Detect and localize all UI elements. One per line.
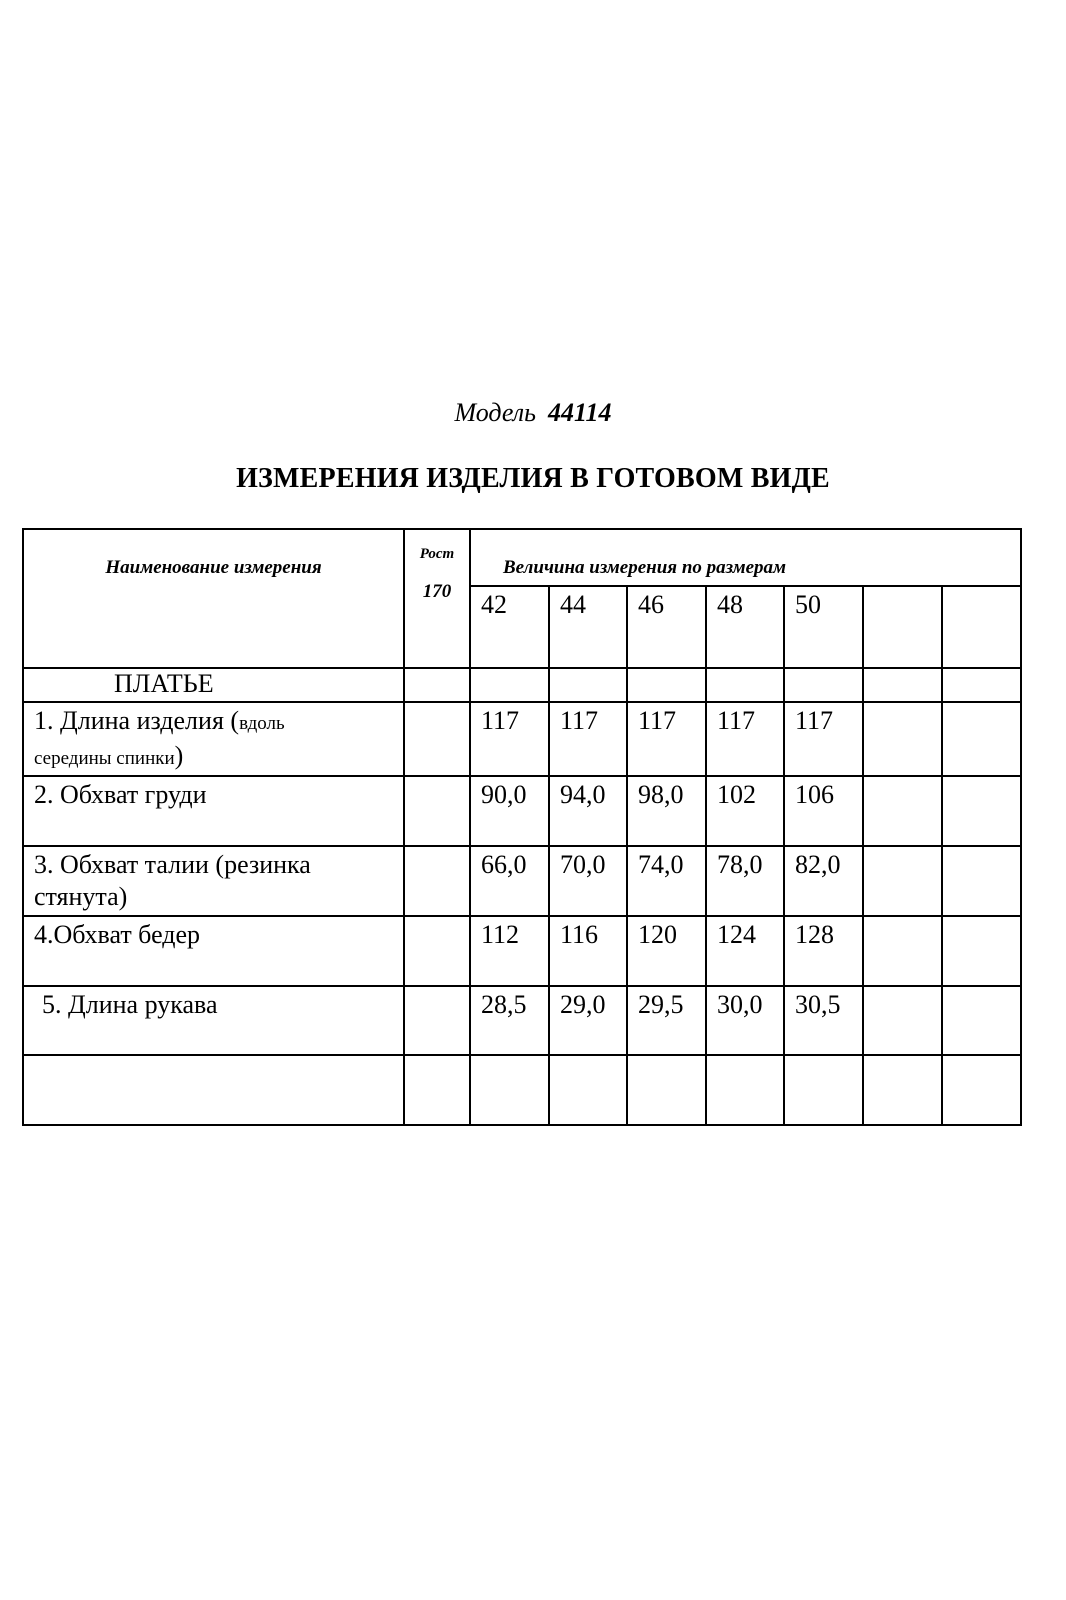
size-cell: 50 [784,586,863,668]
section-title: ПЛАТЬЕ [23,668,404,702]
value-cell: 78,0 [706,846,784,916]
empty-cell [863,1055,942,1125]
header-growth-label: Рост [419,546,455,562]
value-cell: 120 [627,916,706,986]
value-cell: 117 [784,702,863,776]
value-cell: 30,0 [706,986,784,1055]
value-cell: 82,0 [784,846,863,916]
table-row [23,702,1021,776]
size-cell: 46 [627,586,706,668]
empty-cell [706,668,784,702]
value-cell: 102 [706,776,784,846]
measurement-name: 5. Длина рукава [23,986,404,1055]
document-title: ИЗМЕРЕНИЯ ИЗДЕЛИЯ В ГОТОВОМ ВИДЕ [236,463,830,494]
empty-cell [863,668,942,702]
value-cell: 98,0 [627,776,706,846]
empty-cell [549,1055,627,1125]
empty-cell [627,1055,706,1125]
value-cell: 117 [549,702,627,776]
table-row [23,916,1021,986]
empty-cell [404,1055,470,1125]
value-cell: 70,0 [549,846,627,916]
value-cell: 29,0 [549,986,627,1055]
section-row [23,668,1021,702]
table-row [23,776,1021,846]
empty-cell [23,1055,404,1125]
value-cell [942,986,1021,1055]
measurement-name-note: вдоль [239,713,285,734]
value-cell: 116 [549,916,627,986]
header-row-1 [23,529,1021,586]
size-cell [942,586,1021,668]
header-growth-value: 170 [422,581,452,602]
empty-cell [627,668,706,702]
empty-cell [784,1055,863,1125]
value-cell: 128 [784,916,863,986]
value-cell: 112 [470,916,549,986]
size-cell: 48 [706,586,784,668]
table-row [23,986,1021,1055]
model-number: 44114 [547,398,612,427]
value-cell: 117 [706,702,784,776]
header-name: Наименование измерения [23,529,404,668]
value-cell: 106 [784,776,863,846]
value-cell: 90,0 [470,776,549,846]
model-label: Модель [454,398,536,427]
growth-cell [404,702,470,776]
value-cell [863,986,942,1055]
value-cell [863,776,942,846]
empty-cell [549,668,627,702]
value-cell: 74,0 [627,846,706,916]
measurement-name [23,702,404,776]
value-cell: 66,0 [470,846,549,916]
empty-cell [470,668,549,702]
value-cell: 30,5 [784,986,863,1055]
header-sizes-label: Величина измерения по размерам [470,529,1021,586]
measurement-name-main: 1. Длина изделия ( [34,706,240,735]
value-cell: 28,5 [470,986,549,1055]
empty-cell [942,668,1021,702]
value-cell [942,776,1021,846]
table-row [23,846,1021,916]
growth-cell [404,986,470,1055]
measurements-table [22,528,1022,1126]
value-cell [942,916,1021,986]
size-cell: 42 [470,586,549,668]
value-cell [863,702,942,776]
empty-cell [784,668,863,702]
measurement-name-note-2: середины спинки [34,748,175,769]
empty-cell [470,1055,549,1125]
growth-cell [404,916,470,986]
measurement-name: 3. Обхват талии (резинка стянута) [23,846,404,916]
header-growth [404,529,470,668]
empty-row [23,1055,1021,1125]
value-cell [942,846,1021,916]
value-cell: 124 [706,916,784,986]
value-cell: 29,5 [627,986,706,1055]
measurement-name-close: ) [174,741,184,770]
value-cell: 117 [470,702,549,776]
size-cell: 44 [549,586,627,668]
growth-cell [404,846,470,916]
measurement-name: 2. Обхват груди [23,776,404,846]
value-cell [863,846,942,916]
measurement-name: 4.Обхват бедер [23,916,404,986]
size-cell [863,586,942,668]
value-cell: 94,0 [549,776,627,846]
empty-cell [942,1055,1021,1125]
value-cell [942,702,1021,776]
empty-cell [404,668,470,702]
model-line [0,398,1066,428]
value-cell: 117 [627,702,706,776]
empty-cell [706,1055,784,1125]
growth-cell [404,776,470,846]
value-cell [863,916,942,986]
